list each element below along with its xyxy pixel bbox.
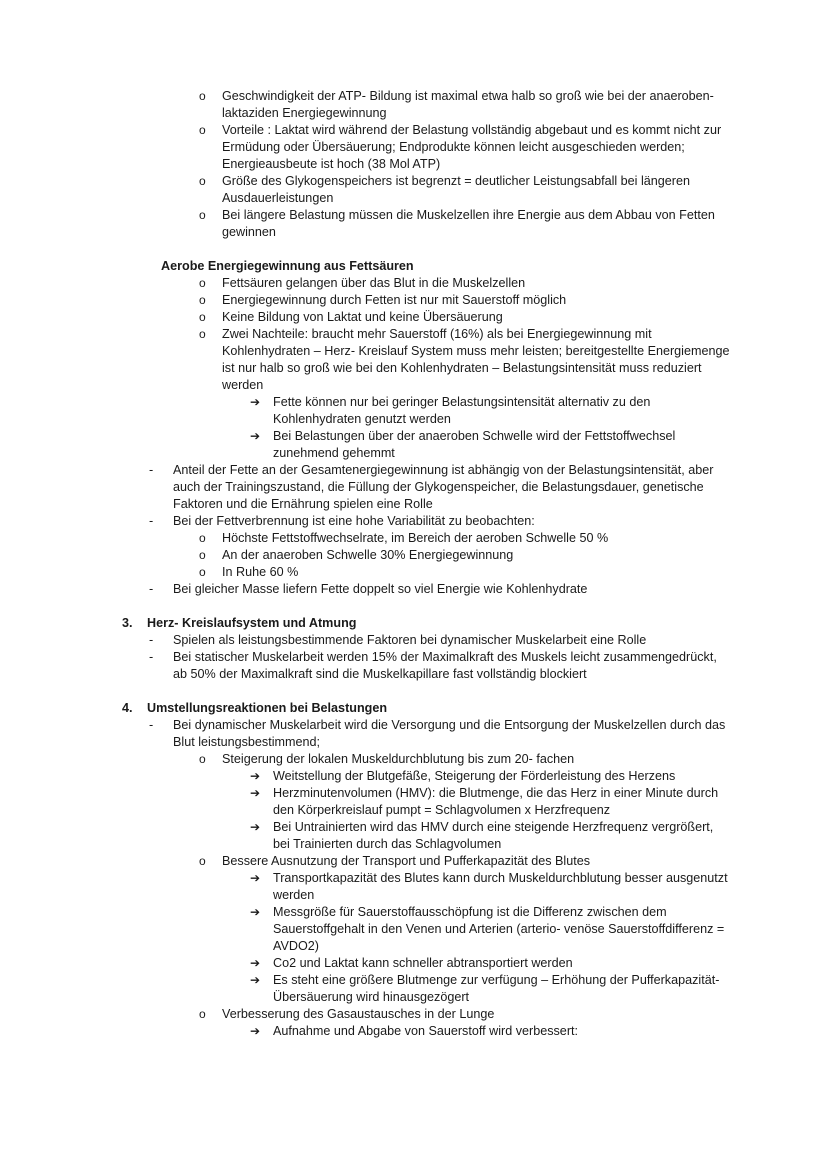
circle-bullet: o [199, 531, 206, 545]
list-item: o Steigerung der lokalen Muskeldurchblutung bis zum 20- fachen [199, 752, 575, 766]
arrow-icon: ➔ [250, 1024, 261, 1038]
arrow-item: ➔ Bei Untrainierten wird das HMV durch eine steigende Herzfrequenz vergrößert, bei Trainierten durch das Schlagvolumen [250, 820, 714, 851]
circle-bullet: o [199, 174, 206, 188]
circle-bullet: o [199, 310, 206, 324]
arrow-icon: ➔ [250, 956, 261, 970]
list-item: o Zwei Nachteile: braucht mehr Sauerstoff (16%) als bei Energiegewinnung mit Kohlenhydraten – Herz- Kreislauf System muss mehr leisten; bereitgestellte Energiemenge ist nur halb so groß wie bei den Kohlenhydraten – Belastungsintensität muss reduziert werden [199, 327, 730, 392]
arrow-item: ➔ Herzminutenvolumen (HMV): die Blutmenge, die das Herz in einer Minute durch den Körperkreislauf pumpt = Schlagvolumen x Herzfrequenz [250, 786, 719, 817]
section-number: 3. [122, 616, 133, 630]
dash-bullet: - [149, 650, 154, 664]
list-item: o Fettsäuren gelangen über das Blut in die Muskelzellen [199, 276, 526, 290]
list-item: o Vorteile : Laktat wird während der Belastung vollständig abgebaut und es kommt nicht zur Ermüdung oder Übersäuerung; Endprodukte können leicht ausgeschieden werden; Energieausbeute ist hoch (38 Mol ATP) [199, 123, 722, 171]
dash-bullet: - [149, 514, 154, 528]
arrow-icon: ➔ [250, 395, 261, 409]
dash-bullet: - [149, 582, 154, 596]
dash-bullet: - [149, 718, 154, 732]
arrow-item: ➔ Aufnahme und Abgabe von Sauerstoff wird verbessert: [250, 1024, 579, 1038]
arrow-item: ➔ Fette können nur bei geringer Belastungsintensität alternativ zu den Kohlenhydraten genutzt werden [250, 395, 651, 426]
arrow-icon: ➔ [250, 973, 261, 987]
list-item: o Bei längere Belastung müssen die Muskelzellen ihre Energie aus dem Abbau von Fetten gewinnen [199, 208, 715, 239]
list-item: o An der anaeroben Schwelle 30% Energiegewinnung [199, 548, 514, 562]
list-item: o Verbesserung des Gasaustausches in der Lunge [199, 1007, 495, 1021]
dash-item: - Bei der Fettverbrennung ist eine hohe Variabilität zu beobachten: [149, 514, 535, 528]
arrow-icon: ➔ [250, 871, 261, 885]
section-3-heading: 3. Herz- Kreislaufsystem und Atmung [122, 616, 357, 630]
arrow-icon: ➔ [250, 905, 261, 919]
dash-bullet: - [149, 633, 154, 647]
dash-item: - Bei dynamischer Muskelarbeit wird die Versorgung und die Entsorgung der Muskelzellen durch das Blut leistungsbestimmend; [149, 718, 726, 749]
dash-bullet: - [149, 463, 154, 477]
list-item: o In Ruhe 60 % [199, 565, 299, 579]
circle-bullet: o [199, 208, 206, 222]
arrow-icon: ➔ [250, 429, 261, 443]
circle-bullet: o [199, 854, 206, 868]
document-page [0, 88, 828, 1040]
dash-item: - Spielen als leistungsbestimmende Faktoren bei dynamischer Muskelarbeit eine Rolle [149, 633, 647, 647]
list-item: o Keine Bildung von Laktat und keine Übersäuerung [199, 310, 503, 324]
arrow-item: ➔ Weitstellung der Blutgefäße, Steigerung der Förderleistung des Herzens [250, 769, 676, 783]
dash-item: - Bei statischer Muskelarbeit werden 15% der Maximalkraft des Muskels leicht zusammengedrückt, ab 50% der Maximalkraft sind die Muskelkapillare fast vollständig blockiert [149, 650, 717, 681]
circle-bullet: o [199, 276, 206, 290]
section-4-heading: 4. Umstellungsreaktionen bei Belastungen [122, 701, 388, 715]
circle-bullet: o [199, 293, 206, 307]
arrow-item: ➔ Bei Belastungen über der anaeroben Schwelle wird der Fettstoffwechsel zunehmend gehemmt [250, 429, 676, 460]
list-item: o Geschwindigkeit der ATP- Bildung ist maximal etwa halb so groß wie bei der anaeroben-laktaziden Energiegewinnung [199, 89, 714, 120]
arrow-icon: ➔ [250, 820, 261, 834]
circle-bullet: o [199, 1007, 206, 1021]
arrow-item: ➔ Transportkapazität des Blutes kann durch Muskeldurchblutung besser ausgenutzt werden [250, 871, 728, 902]
circle-bullet: o [199, 123, 206, 137]
section-number: 4. [122, 701, 133, 715]
circle-bullet: o [199, 548, 206, 562]
list-item: o Größe des Glykogenspeichers ist begrenzt = deutlicher Leistungsabfall bei längeren Ausdauerleistungen [199, 174, 690, 205]
list-item: o Höchste Fettstoffwechselrate, im Bereich der aeroben Schwelle 50 % [199, 531, 609, 545]
arrow-item: ➔ Co2 und Laktat kann schneller abtransportiert werden [250, 956, 573, 970]
circle-bullet: o [199, 327, 206, 341]
arrow-item: ➔ Es steht eine größere Blutmenge zur verfügung – Erhöhung der Pufferkapazität- Übersäuerung wird hinausgezögert [250, 973, 720, 1004]
arrow-item: ➔ Messgröße für Sauerstoffausschöpfung ist die Differenz zwischen dem Sauerstoffgehalt in den Venen und Arterien (arterio- venöse Sauerstoffdifferenz = AVDO2) [250, 905, 725, 953]
arrow-icon: ➔ [250, 769, 261, 783]
dash-item: - Bei gleicher Masse liefern Fette doppelt so viel Energie wie Kohlenhydrate [149, 582, 588, 596]
section-heading: Aerobe Energiegewinnung aus Fettsäuren [161, 259, 414, 273]
circle-bullet: o [199, 752, 206, 766]
circle-bullet: o [199, 565, 206, 579]
list-item: o Energiegewinnung durch Fetten ist nur mit Sauerstoff möglich [199, 293, 567, 307]
list-item: o Bessere Ausnutzung der Transport und Pufferkapazität des Blutes [199, 854, 591, 868]
dash-item: - Anteil der Fette an der Gesamtenergiegewinnung ist abhängig von der Belastungsintensität, aber auch der Trainingszustand, die Füllung der Glykogenspeicher, die Belastungsdauer, genetische Faktoren und die Ernährung spielen eine Rolle [149, 463, 714, 511]
arrow-icon: ➔ [250, 786, 261, 800]
circle-bullet: o [199, 89, 206, 103]
